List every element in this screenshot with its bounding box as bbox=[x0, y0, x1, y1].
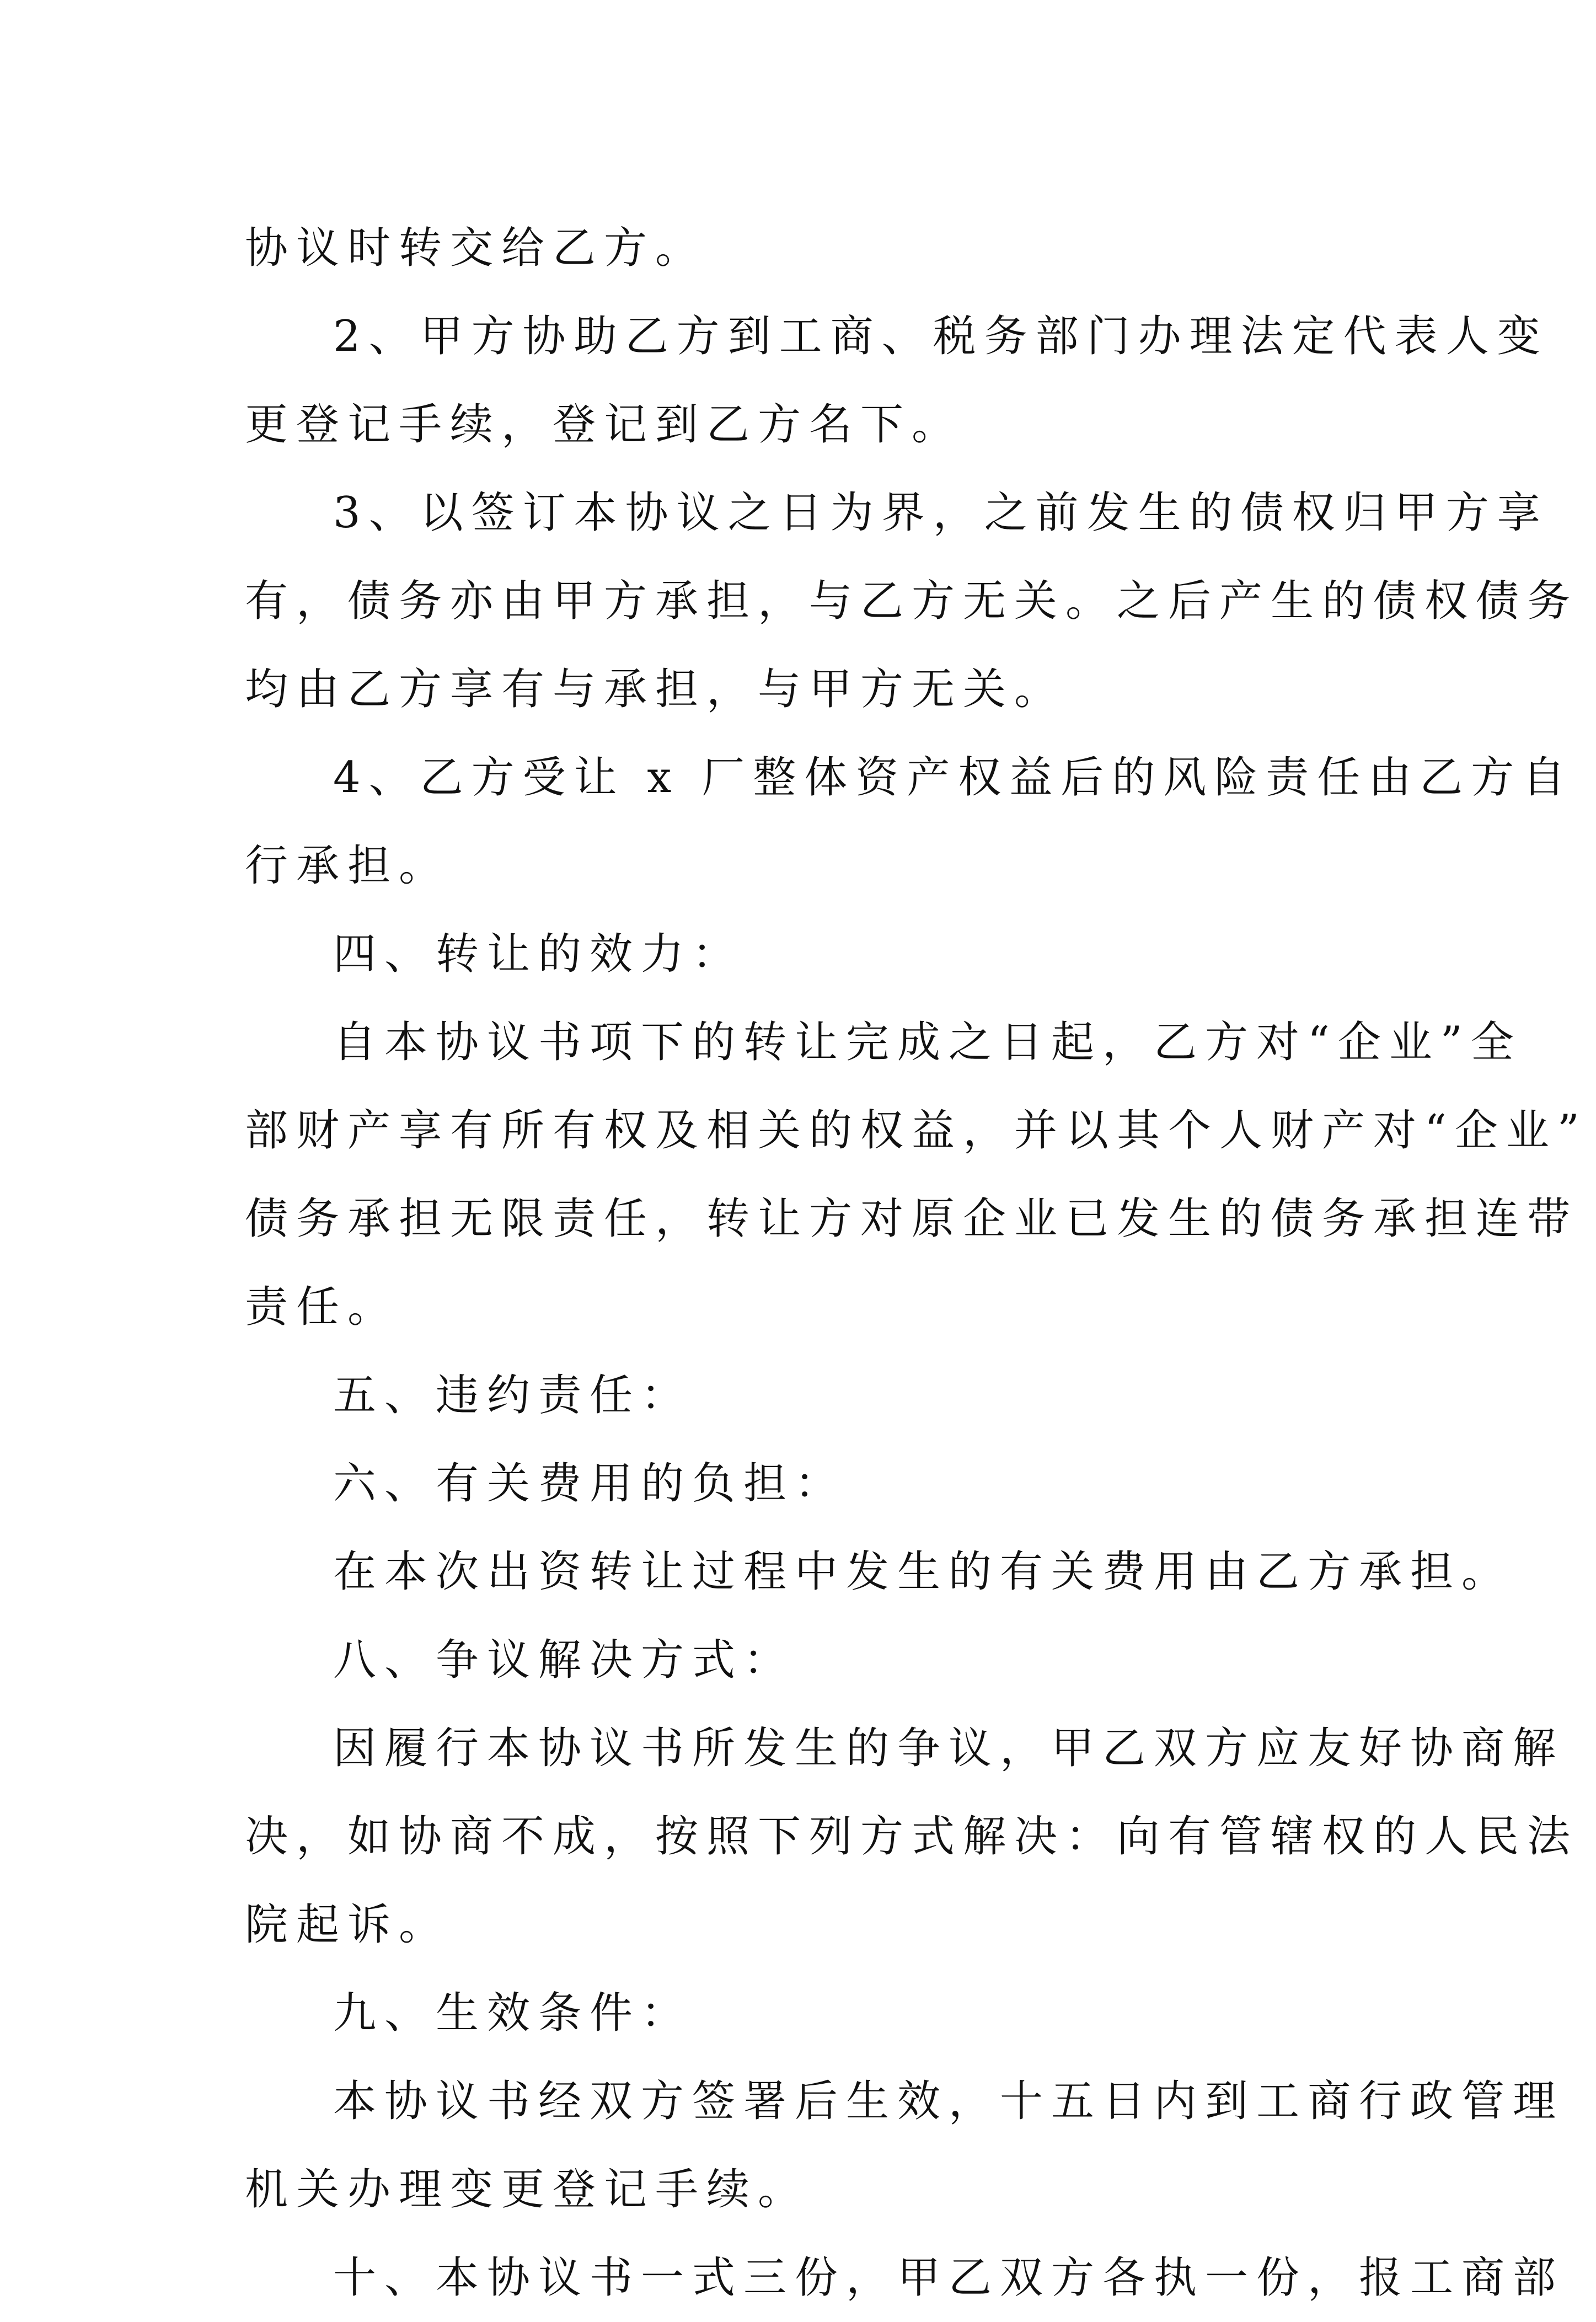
text-line-2: 2、甲方协助乙方到工商、税务部门办理法定代表人变 bbox=[333, 312, 1549, 361]
document-body bbox=[245, 204, 1588, 2322]
text-line-7: 4、乙方受让 x 厂整体资产权益后的风险责任由乙方自 bbox=[333, 753, 1574, 802]
text-line-8: 行承担。 bbox=[245, 841, 451, 891]
section-heading-9: 九、生效条件： bbox=[333, 1988, 693, 2038]
section-heading-5: 五、违约责任： bbox=[333, 1371, 693, 1420]
text-line-5: 有，债务亦由甲方承担，与乙方无关。之后产生的债权债务 bbox=[245, 576, 1579, 626]
text-line-3: 更登记手续，登记到乙方名下。 bbox=[245, 400, 963, 450]
text-line-6: 均由乙方享有与承担，与甲方无关。 bbox=[245, 665, 1066, 714]
text-line-23: 机关办理变更登记手续。 bbox=[245, 2165, 810, 2214]
section-heading-8: 八、争议解决方式： bbox=[333, 1635, 795, 1685]
section-heading-6: 六、有关费用的负担： bbox=[333, 1459, 847, 1508]
section-heading-10: 十、本协议书一式三份，甲乙双方各执一份，报工商部 bbox=[333, 2253, 1565, 2303]
text-line-18: 因履行本协议书所发生的争议，甲乙双方应友好协商解 bbox=[333, 1724, 1565, 1773]
text-line-20: 院起诉。 bbox=[245, 1900, 451, 1950]
section-heading-4: 四、转让的效力： bbox=[333, 929, 744, 979]
text-line-13: 责任。 bbox=[245, 1282, 399, 1332]
text-line-1: 协议时转交给乙方。 bbox=[245, 223, 707, 273]
text-line-16: 在本次出资转让过程中发生的有关费用由乙方承担。 bbox=[333, 1547, 1513, 1597]
text-line-22: 本协议书经双方签署后生效，十五日内到工商行政管理 bbox=[333, 2077, 1565, 2126]
text-line-19: 决，如协商不成，按照下列方式解决：向有管辖权的人民法 bbox=[245, 1812, 1579, 1861]
text-line-12: 债务承担无限责任，转让方对原企业已发生的债务承担连带 bbox=[245, 1194, 1579, 1244]
text-line-11: 部财产享有所有权及相关的权益，并以其个人财产对“企业” bbox=[245, 1106, 1588, 1155]
text-line-4: 3、以签订本协议之日为界，之前发生的债权归甲方享 bbox=[333, 488, 1549, 538]
text-line-10: 自本协议书项下的转让完成之日起，乙方对“企业”全 bbox=[333, 1018, 1522, 1067]
